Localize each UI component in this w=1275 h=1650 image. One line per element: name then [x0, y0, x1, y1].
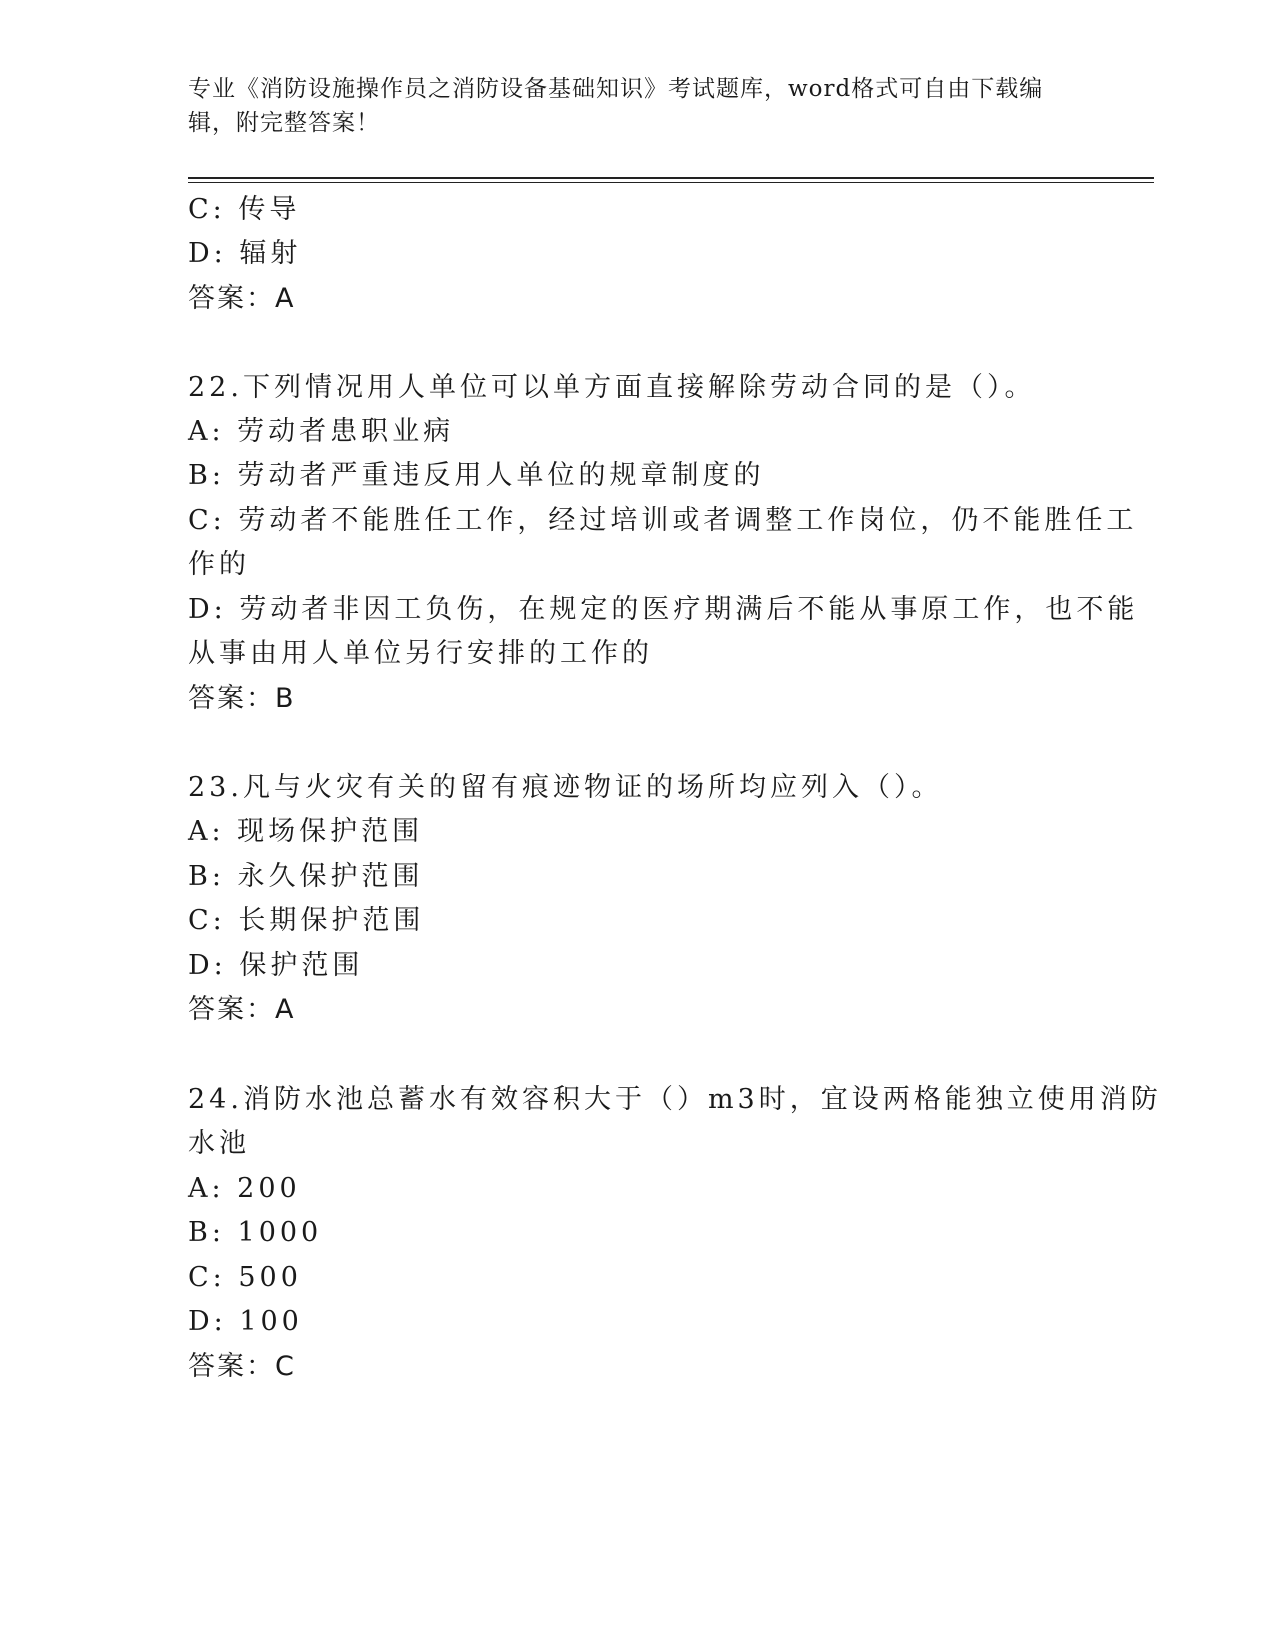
header-divider-thick	[188, 177, 1154, 179]
q24-option-a: A: 200	[188, 1173, 301, 1204]
q24-option-b: B: 1000	[188, 1217, 323, 1248]
q22-option-a: A: 劳动者患职业病	[188, 416, 455, 447]
q22-option-c-line-1: C: 劳动者不能胜任工作，经过培训或者调整工作岗位，仍不能胜任工	[188, 505, 1138, 536]
q23-question: 23.凡与火灾有关的留有痕迹物证的场所均应列入（）。	[188, 772, 943, 803]
q22-option-c-line-2: 作的	[188, 549, 250, 580]
header-line-2: 辑，附完整答案！	[188, 110, 380, 136]
q22-answer: 答案：B	[188, 683, 296, 714]
q22-option-d-line-1: D: 劳动者非因工负伤，在规定的医疗期满后不能从事原工作，也不能	[188, 594, 1139, 625]
q22-option-b: B: 劳动者严重违反用人单位的规章制度的	[188, 460, 765, 491]
q24-question-line-2: 水池	[188, 1128, 250, 1159]
q23-option-c: C: 长期保护范围	[188, 905, 425, 936]
q21-option-c: C: 传导	[188, 194, 301, 225]
header-divider-thin	[188, 182, 1154, 183]
document-header	[188, 72, 1088, 140]
q24-question-line-1: 24.消防水池总蓄水有效容积大于（）m3时，宜设两格能独立使用消防	[188, 1084, 1162, 1115]
q23-answer: 答案：A	[188, 994, 296, 1025]
q23-option-b: B: 永久保护范围	[188, 861, 424, 892]
q24-option-d: D: 100	[188, 1306, 303, 1337]
q21-answer: 答案：A	[188, 283, 296, 314]
header-line-1: 专业《消防设施操作员之消防设备基础知识》考试题库，word格式可自由下载编	[188, 76, 1044, 102]
q23-option-d: D: 保护范围	[188, 950, 364, 981]
q22-option-d-line-2: 从事由用人单位另行安排的工作的	[188, 638, 653, 669]
q23-option-a: A: 现场保护范围	[188, 816, 424, 847]
q21-option-d: D: 辐射	[188, 238, 302, 269]
q22-question: 22.下列情况用人单位可以单方面直接解除劳动合同的是（）。	[188, 372, 1036, 403]
q24-option-c: C: 500	[188, 1262, 302, 1293]
q24-answer: 答案：C	[188, 1351, 296, 1382]
